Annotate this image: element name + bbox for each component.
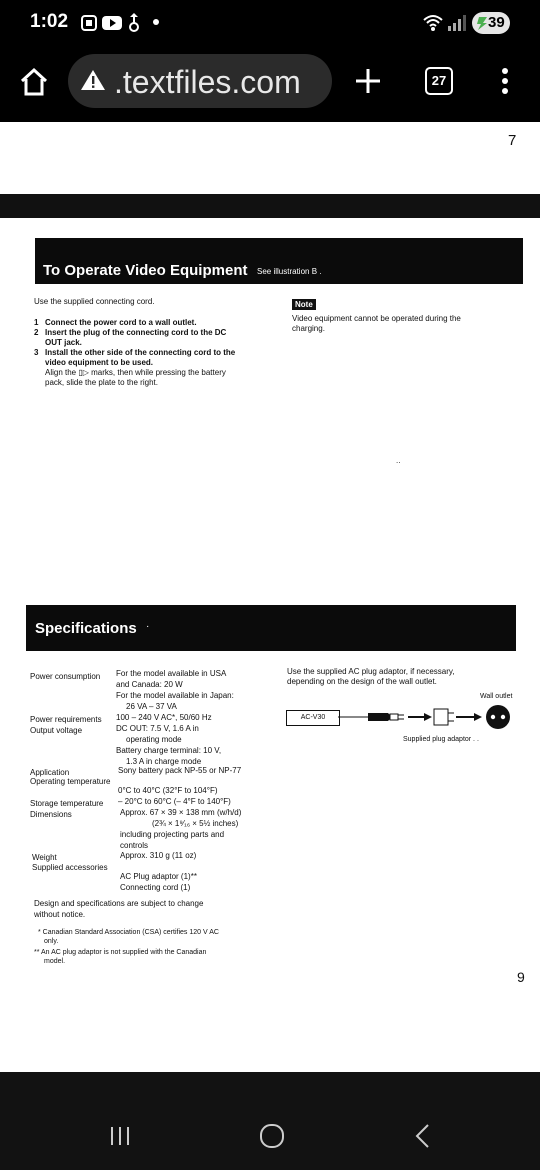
home-nav-icon[interactable] (258, 1122, 286, 1150)
footnote-1-line-1: * Canadian Standard Association (CSA) certifies 120 V AC (38, 929, 219, 936)
footnote-2 (34, 948, 206, 966)
warning-icon[interactable] (80, 68, 106, 92)
steps-list (34, 318, 274, 388)
page-number-7: 7 (508, 132, 517, 149)
step-1: 1 Connect the power cord to a wall outlet. (34, 318, 197, 327)
spec-label: Application (30, 768, 70, 777)
spec-value: Battery charge terminal: 10 V, (116, 746, 222, 755)
spec-value: AC Plug adaptor (1)** (120, 872, 197, 881)
home-icon[interactable] (18, 66, 50, 98)
spec-value: Sony battery pack NP-55 or NP-77 (118, 766, 242, 775)
spec-label: Supplied accessories (32, 863, 108, 872)
stray-mark: .. (396, 456, 401, 465)
ac-v30-box (286, 710, 340, 726)
spec-label: Power consumption (30, 672, 101, 681)
align-line-2: pack, slide the plate to the right. (45, 378, 158, 387)
right-text-line-1: Use the supplied AC plug adaptor, if necessary, (287, 667, 455, 676)
section-heading-bar (35, 238, 523, 284)
plug-diagram (338, 702, 516, 732)
spec-value: 100 – 240 V AC*, 50/60 Hz (116, 713, 212, 722)
right-text (287, 667, 527, 687)
spec-label: Dimensions (30, 810, 72, 819)
step-2: 2 Insert the plug of the connecting cord to the DC (34, 328, 227, 337)
section-heading: To Operate Video Equipment (43, 262, 248, 279)
screenshot-icon (80, 14, 98, 32)
spec-label: Weight (32, 853, 57, 862)
more-notifications-icon (152, 18, 160, 26)
design-note-2: without notice. (34, 910, 86, 919)
design-note-1: Design and specifications are subject to change (34, 899, 204, 908)
status-time: 1:02 (30, 11, 69, 32)
spec-value: (2¾ × 1⁹⁄₁₆ × 5½ inches) (152, 819, 239, 828)
step-3-cont: video equipment to be used. (45, 358, 154, 367)
note-text (292, 314, 512, 334)
step-3: 3 Install the other side of the connecting cord to the (34, 348, 236, 357)
youtube-icon (102, 14, 122, 32)
spec-value: DC OUT: 7.5 V, 1.6 A in (116, 724, 199, 733)
specs-heading-mark: · (146, 621, 150, 632)
spec-value: operating mode (126, 735, 182, 744)
specs-heading: Specifications (35, 620, 137, 637)
wifi-icon (422, 12, 444, 32)
recent-apps-icon[interactable] (108, 1124, 132, 1148)
spec-value: For the model available in Japan: (116, 691, 234, 700)
footnote-1-line-2: only. (44, 938, 59, 945)
spec-label: Operating temperature (30, 777, 111, 786)
status-bar (0, 0, 540, 48)
spec-value: controls (120, 841, 149, 850)
url-field[interactable] (68, 54, 332, 108)
battery-saver-icon (475, 15, 489, 31)
battery-level: 39 (488, 14, 505, 31)
page-number-9: 9 (517, 969, 525, 985)
specs-heading-bar (26, 605, 516, 651)
spec-value: For the model available in USA (116, 669, 227, 678)
spec-value: Approx. 310 g (11 oz) (120, 851, 197, 860)
url-text: .textfiles.com (114, 64, 301, 100)
signal-icon (447, 14, 467, 32)
document-page (0, 122, 540, 1072)
supplied-plug-label: Supplied plug adaptor . . (403, 736, 479, 743)
spec-value: 26 VA – 37 VA (126, 702, 177, 711)
spec-value: and Canada: 20 W (116, 680, 183, 689)
back-icon[interactable] (412, 1122, 434, 1150)
step-2-cont: OUT jack. (45, 338, 82, 347)
footnote-2-line-1: ** An AC plug adaptor is not supplied with the Canadian (34, 949, 207, 956)
new-tab-icon[interactable] (354, 67, 382, 95)
battery-icon (472, 12, 510, 34)
tab-switcher-button[interactable] (425, 67, 453, 95)
spec-value: 1.3 A in charge mode (126, 757, 202, 766)
right-text-line-2: depending on the design of the wall outlet. (287, 677, 437, 686)
note-line-1: Video equipment cannot be operated during the (292, 314, 461, 323)
footnote-1 (38, 928, 219, 946)
black-band (0, 194, 540, 218)
footnote-2-line-2: model. (44, 958, 66, 965)
spec-value: Connecting cord (1) (120, 883, 191, 892)
spec-value: Approx. 67 × 39 × 138 mm (w/h/d) (120, 808, 242, 817)
tab-count: 27 (431, 73, 447, 88)
wall-outlet-label: Wall outlet (480, 693, 513, 700)
usb-icon (127, 12, 141, 34)
see-illustration: See illustration B . (257, 267, 322, 276)
intro-text: Use the supplied connecting cord. (34, 297, 155, 306)
spec-value: including projecting parts and (120, 830, 225, 839)
spec-label: Storage temperature (30, 799, 104, 808)
browser-toolbar (0, 48, 540, 122)
menu-icon[interactable] (498, 66, 512, 96)
navigation-bar (0, 1072, 540, 1170)
spec-label: Output voltage (30, 726, 83, 735)
spec-label: Power requirements (30, 715, 102, 724)
device-label: AC-V30 (300, 714, 326, 721)
spec-value: – 20°C to 60°C (– 4°F to 140°F) (118, 797, 231, 806)
align-line-1: Align the ▯▷ marks, then while pressing the battery (45, 368, 226, 377)
note-line-2: charging. (292, 324, 325, 333)
spec-value: 0°C to 40°C (32°F to 104°F) (118, 786, 218, 795)
note-label: Note (292, 299, 316, 310)
